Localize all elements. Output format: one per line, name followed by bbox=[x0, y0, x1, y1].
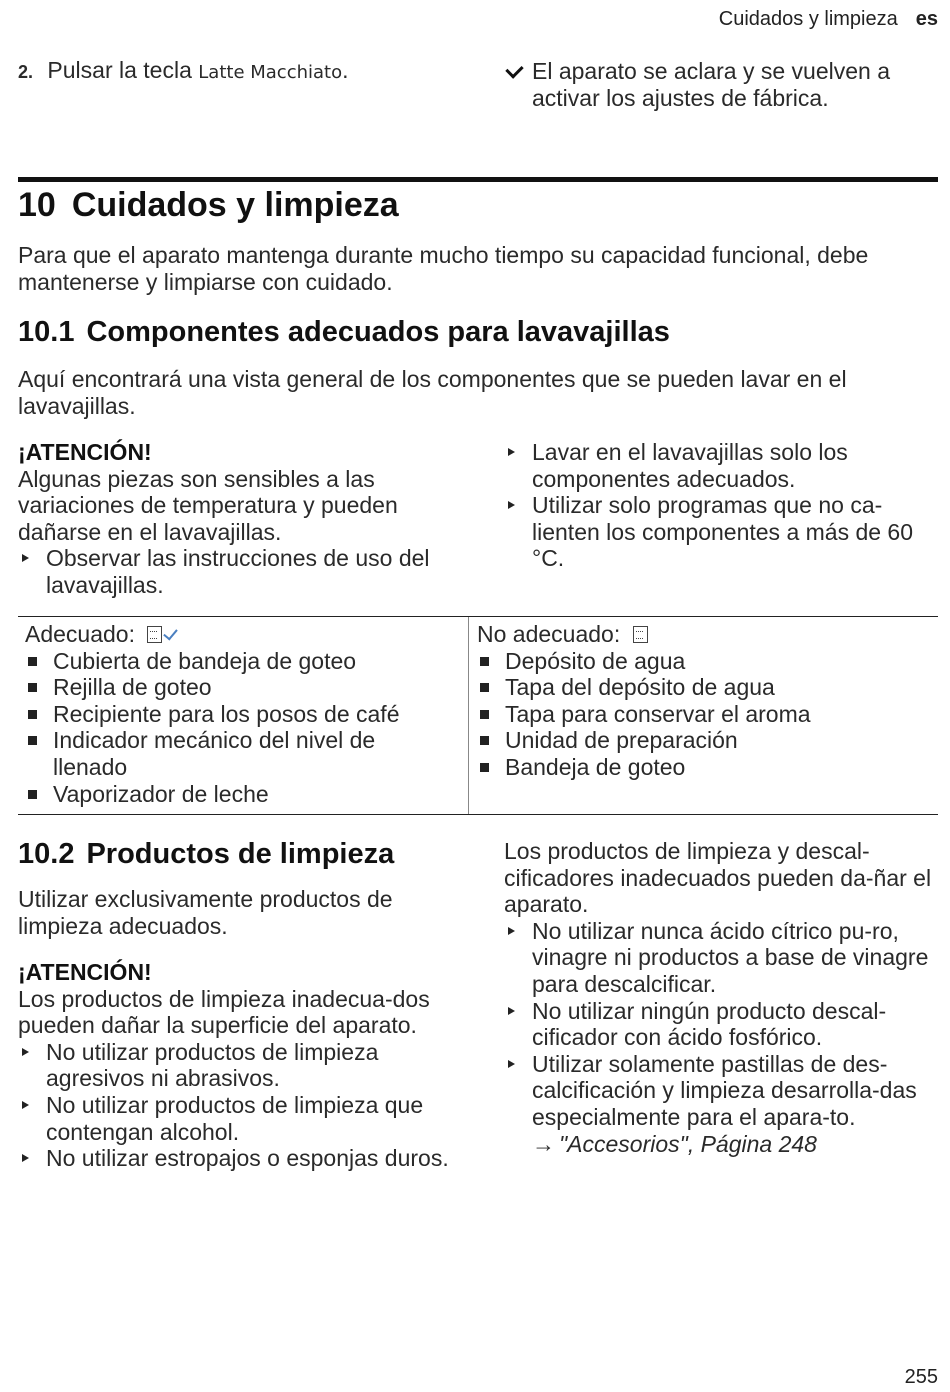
dishwasher-table bbox=[18, 616, 938, 815]
list-item: No utilizar ningún producto descal-cificador con ácido fosfórico. bbox=[504, 998, 938, 1051]
table-divider bbox=[468, 617, 469, 814]
list-item: Recipiente para los posos de café bbox=[25, 701, 465, 728]
section-title: Productos de limpieza bbox=[86, 838, 395, 870]
suitable-label: Adecuado: bbox=[25, 621, 135, 647]
descaling-text: Los productos de limpieza y descal-cificadores inadecuados pueden da-ñar el aparato. bbox=[504, 838, 932, 918]
instruction-list bbox=[504, 439, 938, 572]
suitable-column bbox=[25, 621, 465, 807]
suitable-list bbox=[25, 648, 465, 808]
step-text: Pulsar la tecla bbox=[47, 57, 192, 83]
list-item: Unidad de preparación bbox=[477, 727, 927, 754]
instruction-list bbox=[18, 545, 458, 598]
section-heading-10-2 bbox=[18, 838, 394, 871]
running-header-section: Cuidados y limpieza bbox=[718, 8, 898, 30]
checkmark-icon bbox=[164, 625, 178, 640]
section-number: 10.2 bbox=[18, 838, 75, 870]
unsuitable-header bbox=[477, 621, 927, 648]
list-item: Vaporizador de leche bbox=[25, 781, 465, 808]
list-item: Observar las instrucciones de uso del lavavajillas. bbox=[18, 545, 458, 598]
warning-title: ¡ATENCIÓN! bbox=[18, 959, 152, 985]
list-item: No utilizar productos de limpieza agresivos ni abrasivos. bbox=[18, 1039, 458, 1092]
dishwasher-safe-icon bbox=[147, 626, 162, 643]
chapter-intro: Para que el aparato mantenga durante mucho tiempo su capacidad funcional, debe mantenerse y limpiarse con cuidado. bbox=[18, 242, 869, 295]
check-icon bbox=[505, 60, 523, 78]
page-number: 255 bbox=[904, 1366, 938, 1388]
chapter-heading bbox=[18, 186, 399, 225]
language-code: es bbox=[915, 8, 938, 30]
arrow-right-icon: → bbox=[532, 1130, 555, 1157]
warning-actions bbox=[504, 439, 938, 572]
chapter-title: Cuidados y limpieza bbox=[71, 186, 399, 224]
list-item: Rejilla de goteo bbox=[25, 674, 465, 701]
list-item: Indicador mecánico del nivel de llenado bbox=[25, 727, 453, 780]
unsuitable-column bbox=[477, 621, 927, 781]
list-item: Tapa para conservar el aroma bbox=[477, 701, 927, 728]
section-intro: Utilizar exclusivamente productos de limpieza adecuados. bbox=[18, 886, 393, 939]
list-item: No utilizar estropajos o esponjas duros. bbox=[18, 1145, 458, 1172]
warning-title: ¡ATENCIÓN! bbox=[18, 439, 152, 465]
step-result bbox=[504, 58, 944, 111]
section-number: 10.1 bbox=[18, 316, 75, 348]
unsuitable-label: No adecuado: bbox=[477, 621, 621, 647]
result-text: El aparato se aclara y se vuelven a activar los ajustes de fábrica. bbox=[532, 58, 890, 111]
chapter-rule bbox=[18, 177, 938, 182]
list-item: No utilizar productos de limpieza que contengan alcohol. bbox=[18, 1092, 458, 1145]
warning-text: Los productos de limpieza inadecua-dos pueden dañar la superficie del aparato. bbox=[18, 985, 430, 1039]
section-title: Componentes adecuados para lavavajillas bbox=[86, 316, 670, 348]
cross-reference-link[interactable] bbox=[504, 1131, 938, 1158]
list-item: Utilizar solamente pastillas de des-calcificación y limpieza desarrolla-das especialmente para el apara-to. bbox=[504, 1051, 938, 1131]
list-item: Depósito de agua bbox=[477, 648, 927, 675]
chapter-number: 10 bbox=[18, 186, 56, 224]
unsuitable-list bbox=[477, 648, 927, 781]
dishwasher-icon bbox=[633, 626, 648, 643]
warning-block bbox=[18, 959, 458, 1172]
instruction-list bbox=[18, 1039, 458, 1172]
step-end: . bbox=[342, 57, 349, 83]
list-item: Lavar en el lavavajillas solo los componentes adecuados. bbox=[504, 439, 938, 492]
section-heading-10-1 bbox=[18, 316, 670, 349]
list-item: Utilizar solo programas que no ca-lienten los componentes a más de 60 °C. bbox=[504, 492, 938, 572]
warning-block bbox=[18, 439, 458, 599]
cross-reference-text: "Accesorios", Página 248 bbox=[559, 1130, 817, 1157]
step-number: 2. bbox=[18, 62, 34, 82]
instruction-list bbox=[504, 918, 938, 1131]
running-header bbox=[719, 8, 938, 31]
section-intro: Aquí encontrará una vista general de los componentes que se pueden lavar en el lavavajillas. bbox=[18, 366, 847, 419]
descaling-block bbox=[504, 838, 938, 1157]
list-item: Tapa del depósito de agua bbox=[477, 674, 927, 701]
step-item bbox=[18, 57, 488, 87]
list-item: Bandeja de goteo bbox=[477, 754, 927, 781]
list-item: No utilizar nunca ácido cítrico pu-ro, vinagre ni productos a base de vinagre para descalcificar. bbox=[504, 918, 938, 998]
warning-text: Algunas piezas son sensibles a las variaciones de temperatura y pueden dañarse en el lavavajillas. bbox=[18, 465, 398, 545]
list-item: Cubierta de bandeja de goteo bbox=[25, 648, 465, 675]
suitable-header bbox=[25, 621, 465, 648]
key-label: Latte Macchiato bbox=[198, 62, 343, 83]
